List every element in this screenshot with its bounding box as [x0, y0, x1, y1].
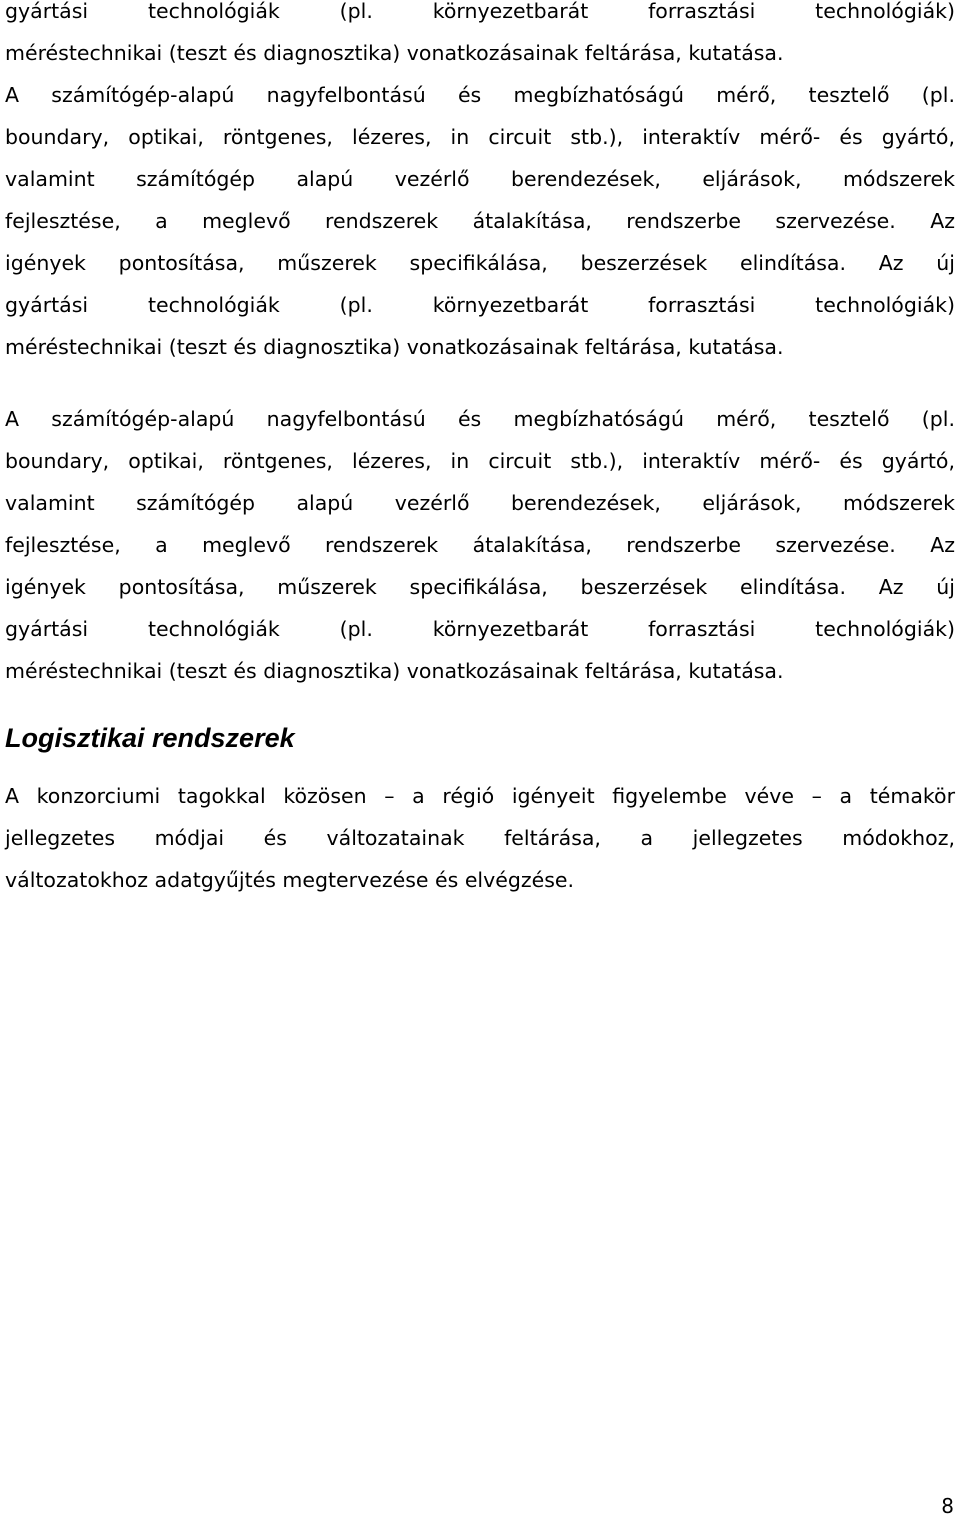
page-number: 8 [941, 1494, 954, 1518]
section-heading: Logisztikai rendszerek [5, 723, 295, 753]
text-line: fejlesztése, a meglevő rendszerek átalakítása, rendszerbe szervezése. Az [5, 209, 955, 233]
text-line: gyártási technológiák (pl. környezetbarát forrasztási technológiák) [5, 293, 955, 317]
text-line: A számítógép-alapú nagyfelbontású és megbízhatóságú mérő, tesztelő (pl. [5, 407, 955, 431]
text-line: igények pontosítása, műszerek specifikálása, beszerzések elindítása. Az új [5, 575, 955, 599]
text-line: valamint számítógép alapú vezérlő berendezések, eljárások, módszerek [5, 167, 955, 191]
text-line: méréstechnikai (teszt és diagnosztika) vonatkozásainak feltárása, kutatása. [5, 659, 784, 683]
text-line: A konzorciumi tagokkal közösen – a régió igényeit figyelembe véve – a témakör [5, 784, 955, 808]
text-line: gyártási technológiák (pl. környezetbarát forrasztási technológiák) [5, 0, 955, 23]
document-page [5, 0, 955, 901]
paragraph-2 [5, 398, 955, 692]
text-line: igények pontosítása, műszerek specifikálása, beszerzések elindítása. Az új [5, 251, 955, 275]
text-line: boundary, optikai, röntgenes, lézeres, in circuit stb.), interaktív mérő- és gyártó, [5, 125, 955, 149]
text-line: valamint számítógép alapú vezérlő berendezések, eljárások, módszerek [5, 491, 955, 515]
paragraph-spacer [5, 368, 955, 398]
section-paragraph [5, 775, 955, 901]
text-line: méréstechnikai (teszt és diagnosztika) vonatkozásainak feltárása, kutatása. [5, 41, 784, 65]
text-line: A számítógép-alapú nagyfelbontású és megbízhatóságú mérő, tesztelő (pl. [5, 83, 955, 107]
text-line: boundary, optikai, röntgenes, lézeres, in circuit stb.), interaktív mérő- és gyártó, [5, 449, 955, 473]
paragraph-1 [5, 0, 955, 368]
text-line: méréstechnikai (teszt és diagnosztika) vonatkozásainak feltárása, kutatása. [5, 335, 784, 359]
text-line: változatokhoz adatgyűjtés megtervezése és elvégzése. [5, 868, 575, 892]
text-line: fejlesztése, a meglevő rendszerek átalakítása, rendszerbe szervezése. Az [5, 533, 955, 557]
text-line: gyártási technológiák (pl. környezetbarát forrasztási technológiák) [5, 617, 955, 641]
text-line: jellegzetes módjai és változatainak feltárása, a jellegzetes módokhoz, [5, 826, 955, 850]
